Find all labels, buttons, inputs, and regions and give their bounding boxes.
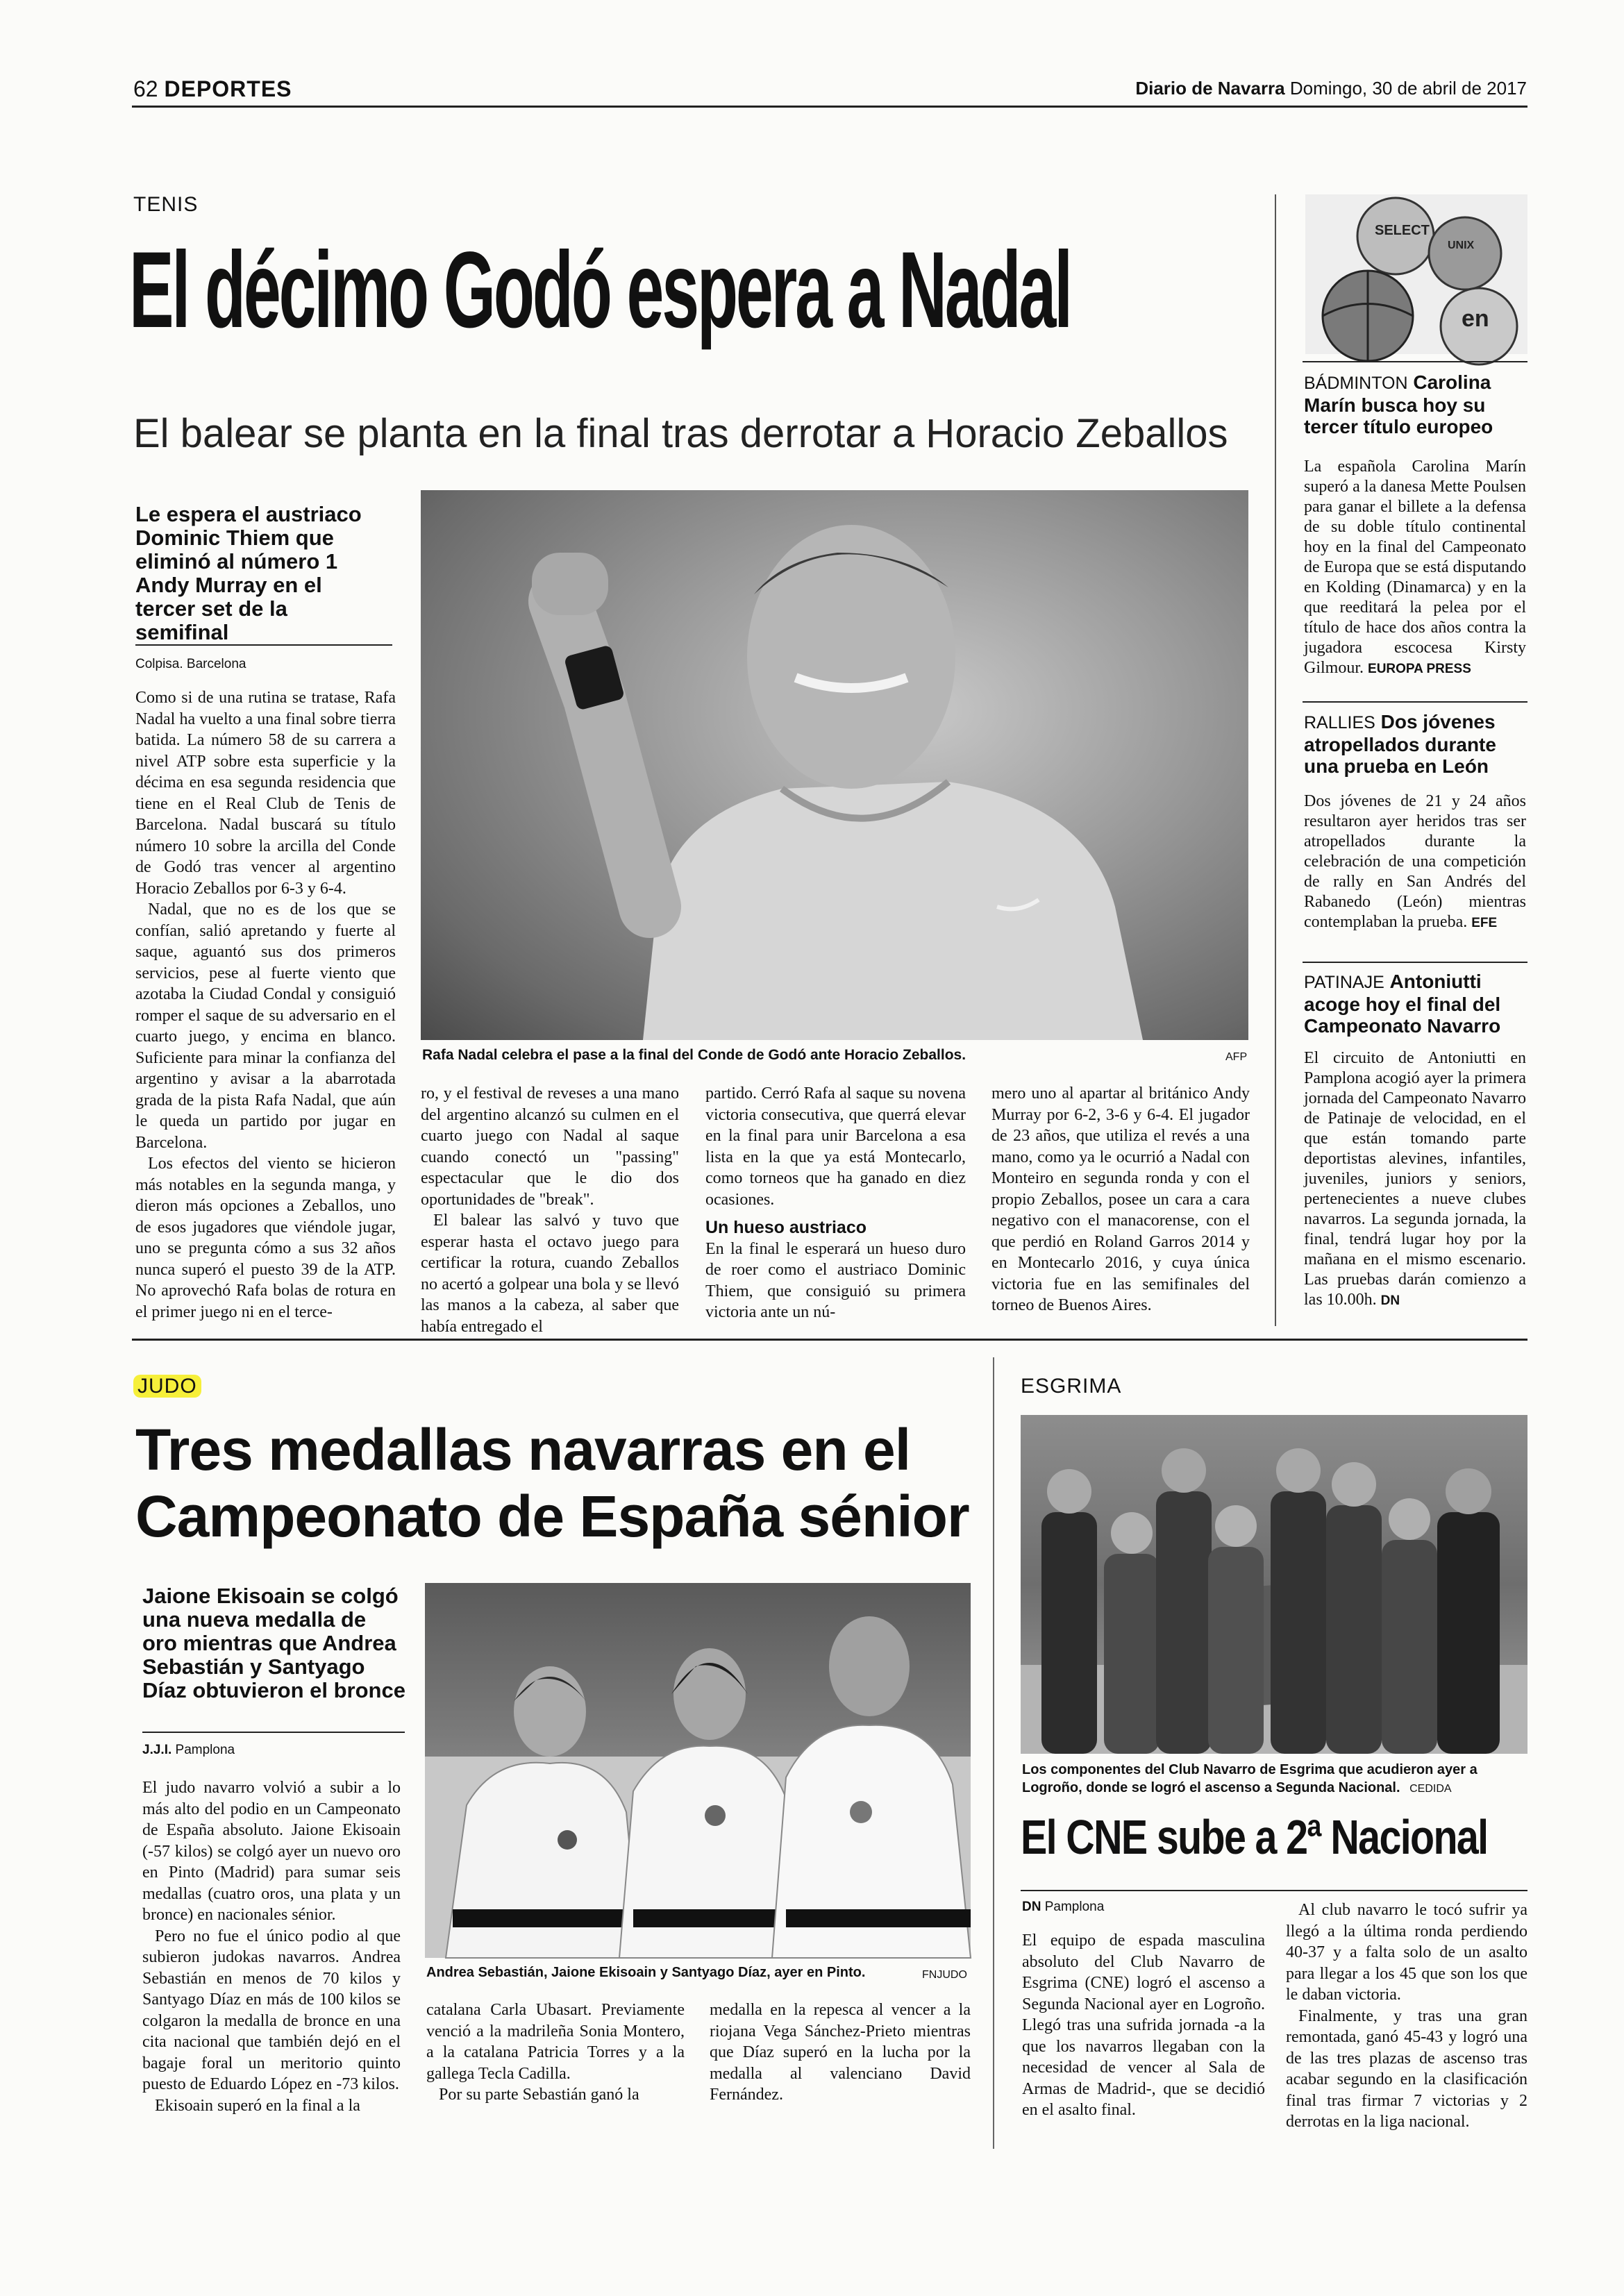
page-number: 62: [133, 76, 158, 101]
sidebar-rule-2: [1303, 701, 1527, 703]
main-headline: El décimo Godó espera a Nadal: [129, 230, 1071, 351]
main-col1-p3: Los efectos del viento se hicieron más notables en la segunda manga, y dieron más opciones a Zeballos, uno de esos jugadores que viéndole jugar, uno se pregunta cómo a sus 32 años nunca superó el puesto 39 de la ATP. No aprovechó Rafa bolas de rotura en el primer juego ni en el terce-: [135, 1155, 396, 1321]
judo-article-col1: [142, 1777, 401, 2145]
fencing-byline: [1022, 1900, 1104, 1915]
fencing-rule: [1021, 1890, 1527, 1891]
main-subheadline: El balear se planta en la final tras derrotar a Horacio Zeballos: [133, 411, 1228, 456]
main-col1-p2: Nadal, que no es de los que se confían, salió apretando y fuerte al saque, aguantó sus dos primeros servicios, pese al fuerte viento que azotaba la Ciudad Condal y consiguió romper el saque de su adversario en el cuarto juego, y encima en blanco. Suficiente para minar la confianza del argentino y avisar a la abarrotada grada de la pista Rafa Nadal, que aún le queda un partido por jugar en Barcelona.: [135, 900, 396, 1152]
sidebar-item-rallies-body: [1304, 791, 1526, 933]
main-article-col1: [135, 687, 396, 1319]
main-col4-p1: mero uno al apartar al británico Andy Murray por 6-2, 3-6 y 6-4. El jugador de 23 años, que utiliza el revés a una mano, como ya le ocurrió a Nadal con Monteiro en segunda ronda y con el propio Zeballos, posee un cara a cara negativo con el manacorense, con el que perdió en Roland Garros 2014 y en Montecarlo 2016, y cuya única victoria fue en las semifinales del torneo de Buenos Aires.: [991, 1084, 1250, 1314]
nadal-photo-credit: AFP: [1225, 1051, 1248, 1063]
fencing-col2-p2: Finalmente, y tras una gran remontada, ganó 45-43 y logró una de las tres plazas de ascenso tras acabar segundo en la clasificación final tras firmar 7 victorias y 2 derrotas en la liga nacional.: [1286, 2006, 1527, 2131]
member-8-head: [1446, 1468, 1491, 1514]
main-lead: Le espera el austriaco Dominic Thiem que eliminó al número 1 Andy Murray en el tercer set de la semifinal: [135, 502, 362, 644]
member-5: [1271, 1491, 1326, 1754]
member-7: [1382, 1540, 1437, 1754]
main-col3-p1: partido. Cerró Rafa al saque su novena victoria consecutiva, que querrá elevar en la final para unir Barcelona a esa lista en la que ya está Montecarlo, como torneos que ha ganado en diez ocasiones.: [705, 1084, 966, 1209]
judo-lead-rule: [142, 1732, 405, 1733]
nadal-photo: [421, 490, 1248, 1040]
shirt-shape: [643, 782, 1143, 1040]
rallies-tag: RALLIES: [1304, 713, 1375, 732]
ball-label-select: SELECT: [1375, 223, 1430, 238]
judo-col2-p1: catalana Carla Ubasart. Previamente venció a la madrileña Sonia Montero, a la catalana Patricia Torres y a la gallega Tecla Cadilla.: [426, 2001, 685, 2083]
fist-shape: [532, 553, 608, 615]
nadal-celebration-illustration: [421, 490, 1248, 1040]
head-center: [673, 1648, 746, 1740]
badminton-title: Carolina Marín busca hoy su tercer título europeo: [1304, 371, 1493, 437]
sidebar-item-patinaje-head: [1304, 971, 1526, 1037]
member-8: [1437, 1512, 1500, 1754]
judo-lead: Jaione Ekisoain se colgó una nueva medalla de oro mientras que Andrea Sebastián y Santyago Díaz obtuvieron el bronce: [142, 1584, 405, 1702]
sidebar-balls-photo: [1305, 194, 1527, 354]
member-4-head: [1215, 1505, 1257, 1547]
section-divider: [132, 1339, 1527, 1341]
main-byline: Colpisa. Barcelona: [135, 657, 246, 671]
fencing-photo-caption-text: Los componentes del Club Navarro de Esgrima que acudieron ayer a Logroño, donde se logró el ascenso a Segunda Nacional.: [1022, 1762, 1477, 1795]
judo-col1-p3: Ekisoain superó en la final a la: [155, 2096, 360, 2115]
fencing-byline-city: Pamplona: [1044, 1900, 1105, 1914]
publication-date: Domingo, 30 de abril de 2017: [1289, 78, 1527, 99]
judo-kicker-label: JUDO: [133, 1375, 201, 1398]
sidebar-rule-1: [1303, 361, 1527, 362]
volleyball-shape: [1429, 217, 1501, 290]
judo-kicker: [133, 1375, 201, 1398]
judo-photo-credit: FNJUDO: [922, 1969, 967, 1981]
section-name: DEPORTES: [164, 76, 292, 101]
member-6: [1326, 1505, 1382, 1754]
fencing-headline: El CNE sube a 2ª Nacional: [1021, 1810, 1488, 1864]
badminton-agency: EUROPA PRESS: [1368, 662, 1471, 676]
judo-article-col3: [710, 2000, 971, 2145]
ball-label-unix: UNIX: [1448, 240, 1475, 251]
judo-headline-line1: Tres medallas navarras en el: [135, 1417, 911, 1482]
badminton-tag: BÁDMINTON: [1304, 374, 1408, 393]
judo-col2-p2: Por su parte Sebastián ganó la: [439, 2086, 639, 2104]
head-shape: [747, 525, 955, 789]
judo-col1-p2: Pero no fue el único podio al que subieron judokas navarros. Andrea Sebastián en menos de 70 kilos y Santyago Díaz en más de 100 kilos se colgaron la medalla de bronce en una cita nacional que también dejó en el bagaje foral un meritorio quinto puesto de Eduardo López en -73 kilos.: [142, 1927, 401, 2093]
main-col3-subhead: Un hueso austriaco: [705, 1218, 867, 1237]
fencing-byline-initials: DN: [1022, 1900, 1041, 1914]
judo-byline-initials: J.J.I.: [142, 1743, 172, 1757]
rallies-title: Dos jóvenes atropellados durante una prueba en León: [1304, 711, 1496, 777]
header-rule: [132, 106, 1527, 108]
fencing-col1-p1: El equipo de espada masculina absoluto del Club Navarro de Esgrima (CNE) logró el ascenso a Segunda Nacional ayer en Logroño. Llegó tras una sufrida jornada -a la que los navarros llegaban con la necesidad de vencer al Sala de Armas de Madrid-, que se decidió en el asalto final.: [1022, 1932, 1265, 2119]
fencing-article-col2: [1286, 1900, 1527, 2145]
judo-headline: [135, 1416, 969, 1550]
main-kicker: TENIS: [133, 193, 199, 216]
member-2-head: [1111, 1512, 1153, 1554]
sidebar-item-badminton-head: [1304, 371, 1526, 437]
sidebar-rule-3: [1303, 962, 1527, 963]
belt-right: [786, 1909, 971, 1927]
member-3-head: [1162, 1448, 1206, 1493]
belt-left: [453, 1909, 633, 1927]
medal-right: [850, 1801, 872, 1823]
fencing-divider: [993, 1357, 994, 2149]
member-3: [1156, 1491, 1212, 1754]
patinaje-tag: PATINAJE: [1304, 973, 1384, 992]
judo-byline-city: Pamplona: [175, 1743, 235, 1757]
publication-name: Diario de Navarra: [1135, 78, 1285, 99]
judogi-left: [446, 1763, 640, 1958]
member-4: [1208, 1547, 1264, 1754]
fencing-team-photo: [1021, 1415, 1527, 1754]
medal-center: [705, 1805, 726, 1826]
main-article-col4: [991, 1083, 1250, 1319]
ball-label-en: en: [1462, 305, 1489, 332]
member-5-head: [1276, 1448, 1321, 1493]
judokas-illustration: [425, 1583, 971, 1958]
fencing-article-col1: [1022, 1930, 1265, 2145]
nadal-photo-caption: Rafa Nadal celebra el pase a la final del Conde de Godó ante Horacio Zeballos.: [422, 1047, 966, 1063]
medal-left: [558, 1830, 577, 1850]
page-header-left: [133, 76, 292, 102]
judo-podium-photo: [425, 1583, 971, 1958]
sidebar-item-badminton-body: [1304, 457, 1526, 679]
main-col2-p2: El balear las salvó y tuvo que esperar hasta el octavo juego para certificar la rotura, cuando Zeballos no acertó a golpear una bola y se llevó las manos a la cabeza, al saber que había entregado el: [421, 1212, 679, 1336]
member-2: [1104, 1554, 1160, 1754]
fencing-photo-credit: CEDIDA: [1409, 1783, 1452, 1795]
judo-article-col2: [426, 2000, 685, 2145]
head-left: [514, 1666, 586, 1757]
main-col1-p1: Como si de una rutina se tratase, Rafa Nadal ha vuelto a una final sobre tierra batida. La número 58 de su carrera a nivel ATP sobre esta superficie y la décima en esa segunda residencia que tiene en el Real Club de Tenis de Barcelona. Nadal buscará su título número 10 sobre la arcilla del Conde de Godó tras vencer al argentino Horacio Zeballos por 6-3 y 6-4.: [135, 689, 396, 898]
patinaje-title: Antoniutti acoge hoy el final del Campeonato Navarro: [1304, 971, 1501, 1037]
member-6-head: [1332, 1462, 1376, 1507]
judo-photo-caption: Andrea Sebastián, Jaione Ekisoain y Santyago Díaz, ayer en Pinto.: [426, 1965, 866, 1980]
main-article-col3: [705, 1083, 966, 1319]
rallies-body: Dos jóvenes de 21 y 24 años resultaron ayer heridos tras ser atropellados durante la celebración de una competición de rally en San Andrés del Rabanedo (León) mientras contemplaban la prueba.: [1304, 792, 1526, 931]
fencing-team-illustration: [1021, 1415, 1527, 1754]
judo-col1-p1: El judo navarro volvió a subir a lo más alto del podio en un Campeonato de España absoluto. Jaione Ekisoain (-57 kilos) se colgó ayer un nuevo oro en Pinto (Madrid) para sumar seis medallas (cuatro oros, una plata y un bronce) en nacionales sénior.: [142, 1779, 401, 1924]
sidebar-item-rallies-head: [1304, 711, 1526, 777]
member-1: [1041, 1512, 1097, 1754]
page-header-right: [1135, 78, 1527, 99]
member-1-head: [1047, 1469, 1091, 1514]
fencing-photo-caption: [1022, 1761, 1508, 1798]
lead-rule: [135, 644, 392, 646]
rallies-agency: EFE: [1471, 916, 1498, 930]
team-members-group: [1041, 1448, 1500, 1754]
badminton-body: La española Carolina Marín superó a la danesa Mette Poulsen para ganar el billete a la defensa de su doble título continental hoy en la final del Campeonato de Europa que se está disputando en Kolding (Dinamarca) y en la que reeditará la pelea por el título de hace dos años contra la jugadora escocesa Kirsty Gilmour.: [1304, 458, 1526, 677]
judo-col3-p1: medalla en la repesca al vencer a la riojana Vega Sánchez-Prieto mientras que Díaz superó en la lucha por la medalla al valenciano David Fernández.: [710, 2001, 971, 2104]
fencing-col2-p1: Al club navarro le tocó sufrir ya llegó a la última ronda perdiendo 40-37 y a falta solo de un asalto para llegar a los 45 que son los que le daban victoria.: [1286, 1901, 1527, 2004]
sports-balls-illustration: [1305, 194, 1527, 354]
judo-byline: [142, 1743, 235, 1758]
main-col3-p2: En la final le esperará un hueso duro de roer como el austriaco Dominic Thiem, que consiguió su primera victoria ante un nú-: [705, 1239, 966, 1321]
patinaje-agency: DN: [1380, 1293, 1400, 1308]
main-article-col2: [421, 1083, 679, 1336]
patinaje-body: El circuito de Antoniutti en Pamplona acogió ayer la primera jornada del Campeonato Navarro de Patinaje de velocidad, en el que están tomando parte deportistas alevines, infantiles, juveniles, juniors y seniors, pertenecientes a nueve clubes navarros. La segunda jornada, la final, tendrá lugar hoy por la mañana en el mismo escenario. Las pruebas darán comienzo a las 10.00h.: [1304, 1049, 1526, 1309]
sidebar-item-patinaje-body: [1304, 1048, 1526, 1311]
member-7-head: [1389, 1498, 1430, 1540]
sidebar-divider: [1275, 194, 1276, 1326]
judo-headline-line2: Campeonato de España sénior: [135, 1484, 969, 1549]
main-col2-p1: ro, y el festival de reveses a una mano del argentino alcanzó su culmen en el cuarto juego con Nadal al saque cuando conectó un "passing" espectacular que le dio dos oportunidades de "break".: [421, 1084, 679, 1209]
fencing-kicker: ESGRIMA: [1021, 1375, 1122, 1398]
head-right: [829, 1616, 910, 1716]
